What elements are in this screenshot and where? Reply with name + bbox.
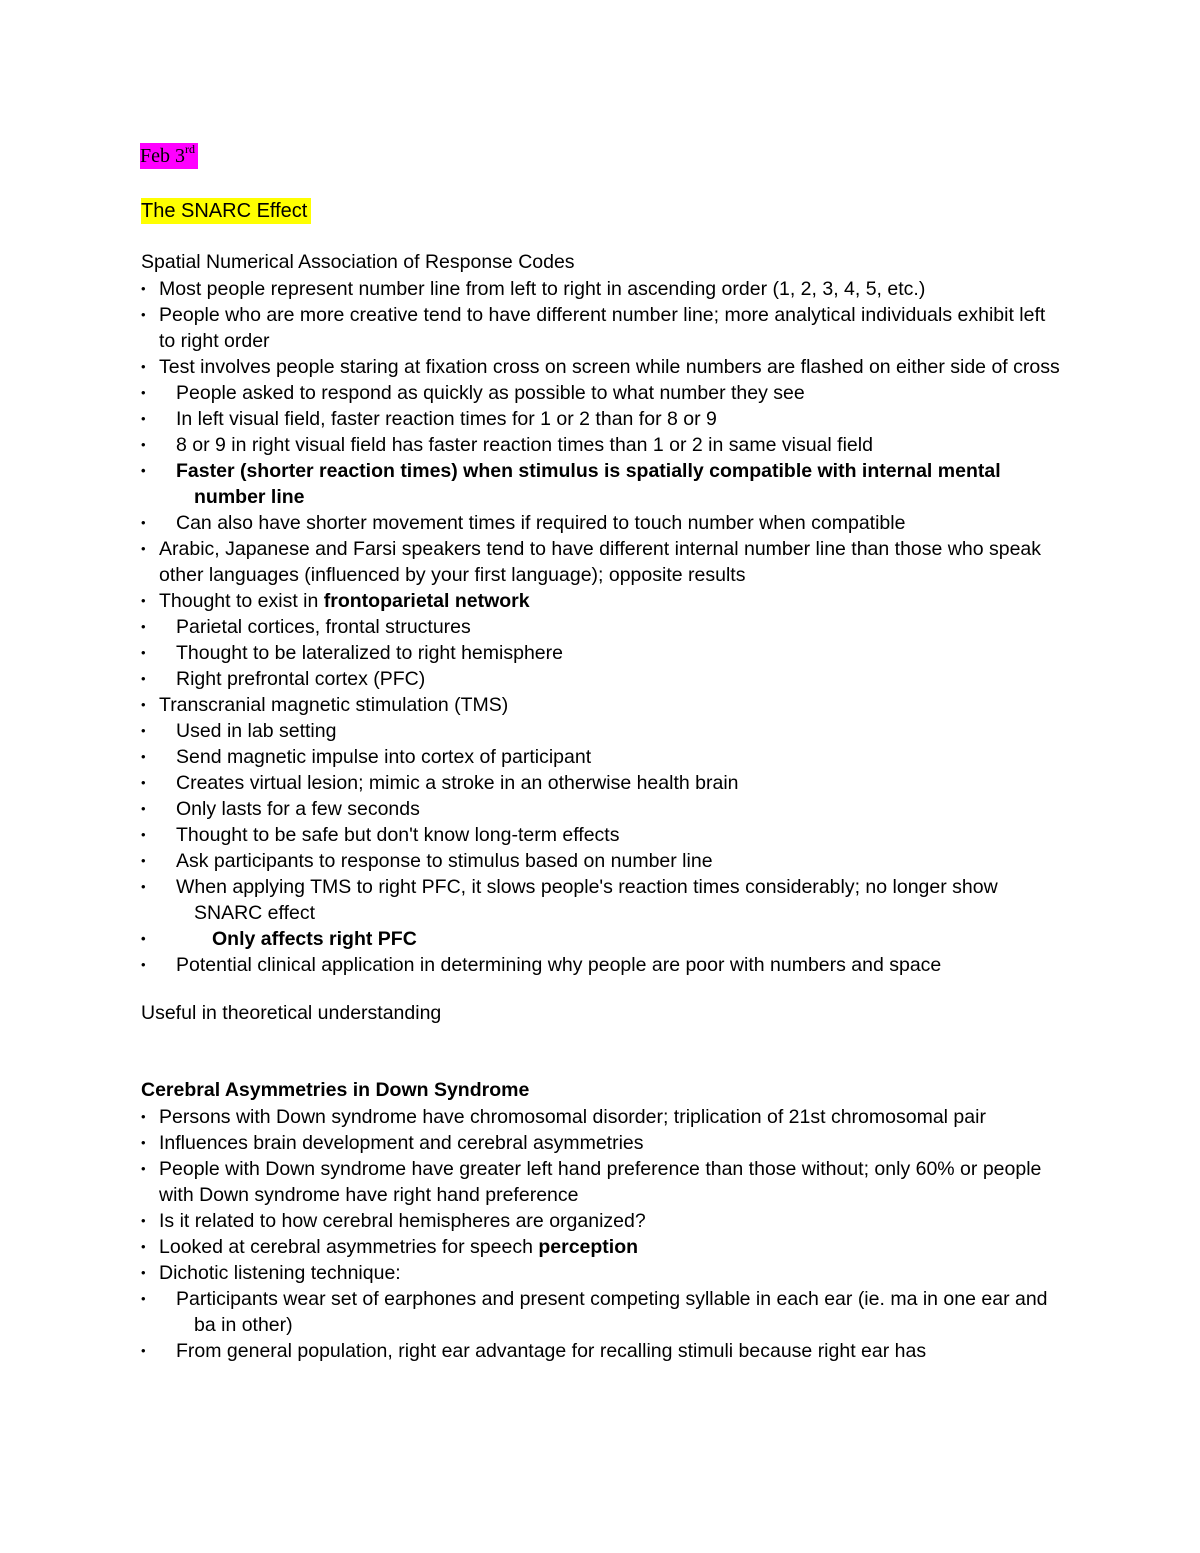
list-item: • Ask participants to response to stimulus based on number line [141,850,713,872]
list-item: • Most people represent number line from left to right in ascending order (1, 2, 3, 4, 5, etc.) [141,278,926,300]
bullet-icon: • [141,1135,146,1150]
down-syndrome-notes-list [141,1104,1061,1364]
bullet-icon: • [141,827,146,842]
bullet-icon: • [141,463,146,478]
bullet-icon: • [141,593,146,608]
date-heading: Feb 3rd [140,143,198,169]
bullet-icon: • [141,281,146,296]
trailing-note: Useful in theoretical understanding [141,1002,442,1024]
bullet-icon: • [141,385,146,400]
list-item: • 8 or 9 in right visual field has faster reaction times than 1 or 2 in same visual field [141,434,873,456]
list-item: • Parietal cortices, frontal structures [141,616,471,638]
list-item: • People with Down syndrome have greater left hand preference than those without; only 60% or people with Down syndrome have right hand preference [141,1158,1042,1206]
bullet-icon: • [141,307,146,322]
bullet-icon: • [141,931,146,946]
list-item: • Potential clinical application in determining why people are poor with numbers and space [141,954,942,976]
bullet-icon: • [141,723,146,738]
bullet-icon: • [141,515,146,530]
bullet-icon: • [141,1109,146,1124]
list-item: • Creates virtual lesion; mimic a stroke in an otherwise health brain [141,772,739,794]
bullet-icon: • [141,957,146,972]
bullet-icon: • [141,697,146,712]
bullet-icon: • [141,749,146,764]
bullet-icon: • [141,1213,146,1228]
list-item: • When applying TMS to right PFC, it slows people's reaction times considerably; no longer show SNARC effect [141,876,998,924]
list-item: • Is it related to how cerebral hemispheres are organized? [141,1210,646,1232]
list-item: • Influences brain development and cerebral asymmetries [141,1132,644,1154]
list-item: • People who are more creative tend to have different number line; more analytical individuals exhibit left to right order [141,304,1046,352]
list-item: • Only affects right PFC [141,928,417,950]
bullet-icon: • [141,775,146,790]
list-item: • Transcranial magnetic stimulation (TMS) [141,694,509,716]
bullet-icon: • [141,645,146,660]
list-item: • Test involves people staring at fixation cross on screen while numbers are flashed on either side of cross [141,356,1060,378]
list-item: • Looked at cerebral asymmetries for speech perception [141,1236,639,1258]
list-item: • Only lasts for a few seconds [141,798,420,820]
bullet-icon: • [141,671,146,686]
bullet-icon: • [141,879,146,894]
list-item: • Thought to exist in frontoparietal network [141,590,530,612]
list-item: • Faster (shorter reaction times) when stimulus is spatially compatible with internal mental number line [141,460,1001,508]
list-item: • Used in lab setting [141,720,337,742]
list-item: • Thought to be lateralized to right hemisphere [141,642,563,664]
bullet-icon: • [141,1239,146,1254]
section-subtitle: Spatial Numerical Association of Response Codes [141,251,575,273]
list-item: • Persons with Down syndrome have chromosomal disorder; triplication of 21st chromosomal pair [141,1106,986,1128]
list-item: • Arabic, Japanese and Farsi speakers tend to have different internal number line than those who speak other languages (influenced by your first language); opposite results [141,538,1042,586]
list-item: • People asked to respond as quickly as possible to what number they see [141,382,805,404]
bullet-icon: • [141,541,146,556]
list-item: • Dichotic listening technique: [141,1262,401,1284]
list-item: • Right prefrontal cortex (PFC) [141,668,426,690]
bullet-icon: • [141,437,146,452]
list-item: • Thought to be safe but don't know long-term effects [141,824,620,846]
list-item: • Send magnetic impulse into cortex of participant [141,746,592,768]
bullet-icon: • [141,619,146,634]
section-title-down-syndrome: Cerebral Asymmetries in Down Syndrome [141,1079,530,1101]
bullet-icon: • [141,853,146,868]
snarc-notes-list [141,276,1061,978]
bullet-icon: • [141,1161,146,1176]
bullet-icon: • [141,359,146,374]
list-item: • Participants wear set of earphones and present competing syllable in each ear (ie. ma in one ear and ba in other) [141,1288,1048,1336]
list-item: • From general population, right ear advantage for recalling stimuli because right ear has [141,1340,927,1362]
list-item: • Can also have shorter movement times if required to touch number when compatible [141,512,906,534]
list-item: • In left visual field, faster reaction times for 1 or 2 than for 8 or 9 [141,408,717,430]
bullet-icon: • [141,1291,146,1306]
bullet-icon: • [141,411,146,426]
bullet-icon: • [141,801,146,816]
bullet-icon: • [141,1343,146,1358]
section-title-snarc: The SNARC Effect [141,198,311,224]
bullet-icon: • [141,1265,146,1280]
